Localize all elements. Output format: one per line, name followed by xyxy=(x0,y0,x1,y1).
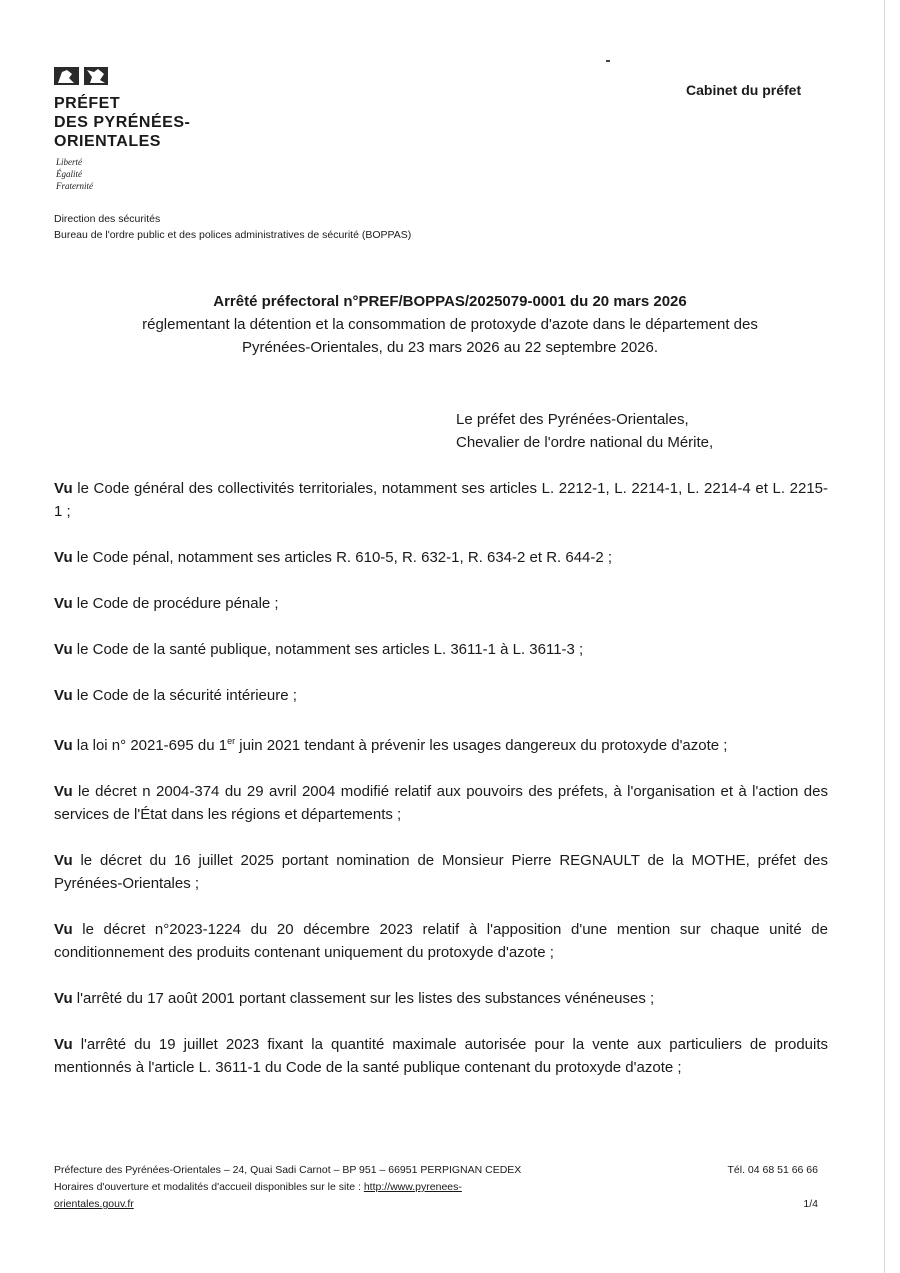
cabinet-label: Cabinet du préfet xyxy=(686,82,802,98)
visa-text: juin 2021 tendant à prévenir les usages dangereux du protoxyde d'azote ; xyxy=(235,737,728,754)
visa-text: le Code pénal, notamment ses articles R. 610-5, R. 632-1, R. 634-2 et R. 644-2 ; xyxy=(72,549,613,566)
visa-keyword: Vu xyxy=(54,1036,73,1053)
visa-item xyxy=(54,1033,828,1079)
footer-address: Préfecture des Pyrénées-Orientales – 24, Quai Sadi Carnot – BP 951 – 66951 PERPIGNAN CEDEX xyxy=(54,1164,522,1176)
prefecture-name-line: ORIENTALES xyxy=(54,133,161,150)
visa-text: l'arrêté du 17 août 2001 portant classement sur les listes des substances vénéneuses ; xyxy=(72,990,655,1007)
visa-keyword: Vu xyxy=(54,480,73,497)
scan-artifact xyxy=(606,60,610,62)
visa-item xyxy=(54,477,828,523)
visa-keyword: Vu xyxy=(54,990,73,1007)
visa-text: le Code de procédure pénale ; xyxy=(72,595,279,612)
prefecture-name-line: DES PYRÉNÉES- xyxy=(54,114,191,131)
visa-keyword: Vu xyxy=(54,687,73,704)
visa-item xyxy=(54,684,828,707)
visa-text: le décret n 2004-374 du 29 avril 2004 modifié relatif aux pouvoirs des préfets, à l'organisation et à l'action des services de l'État dans les régions et départements ; xyxy=(54,783,828,823)
visa-item xyxy=(54,780,828,826)
republic-motto xyxy=(56,156,93,192)
visa-text: le Code de la sécurité intérieure ; xyxy=(72,687,297,704)
visa-keyword: Vu xyxy=(54,549,73,566)
visa-item xyxy=(54,638,828,661)
footer-row xyxy=(54,1196,828,1213)
bureau-label: Bureau de l'ordre public et des polices administratives de sécurité (BOPPAS) xyxy=(54,229,412,241)
prefecture-name xyxy=(54,94,190,151)
motto-line: Liberté xyxy=(56,157,82,167)
visa-text: l'arrêté du 19 juillet 2023 fixant la quantité maximale autorisée pour la vente aux particuliers de produits mentionnés à l'article L. 3611-1 du Code de la santé publique contenant du protoxyde d'azote ; xyxy=(54,1036,828,1076)
visa-keyword: Vu xyxy=(54,737,73,754)
marianne-logo-icon xyxy=(54,66,114,86)
visa-keyword: Vu xyxy=(54,641,73,658)
footer-phone: Tél. 04 68 51 66 66 xyxy=(727,1164,818,1176)
decree-subtitle-line: Pyrénées-Orientales, du 23 mars 2026 au 22 septembre 2026. xyxy=(241,339,659,356)
direction-label: Direction des sécurités xyxy=(54,213,161,225)
page-number: 1/4 xyxy=(803,1198,818,1210)
website-link[interactable]: http://www.pyrenees- xyxy=(363,1181,462,1193)
footer-row xyxy=(54,1162,828,1179)
visa-keyword: Vu xyxy=(54,595,73,612)
website-link-continued[interactable]: orientales.gouv.fr xyxy=(54,1198,134,1210)
visa-item xyxy=(54,592,828,615)
visa-superscript: er xyxy=(227,736,236,746)
visa-text: le Code général des collectivités territoriales, notamment ses articles L. 2212-1, L. 2214-1, L. 2214-4 et L. 2215-1 ; xyxy=(54,480,828,520)
motto-line: Égalité xyxy=(56,169,82,179)
visa-text: le Code de la santé publique, notamment ses articles L. 3611-1 à L. 3611-3 ; xyxy=(72,641,584,658)
prefecture-name-line: PRÉFET xyxy=(54,95,121,112)
page-footer xyxy=(54,1162,828,1213)
visa-item xyxy=(54,546,828,569)
decree-title xyxy=(40,290,860,359)
visa-item xyxy=(54,849,828,895)
visa-keyword: Vu xyxy=(54,783,73,800)
visas-list xyxy=(54,477,828,1102)
signatory xyxy=(456,408,713,454)
scan-edge xyxy=(884,0,885,1273)
visa-item xyxy=(54,918,828,964)
visa-text: le décret n°2023-1224 du 20 décembre 2023 relatif à l'apposition d'une mention sur chaque unité de conditionnement des produits contenant uniquement du protoxyde d'azote ; xyxy=(54,921,828,961)
signatory-line: Chevalier de l'ordre national du Mérite, xyxy=(456,434,714,451)
visa-text: la loi n° 2021-695 du 1 xyxy=(72,737,228,754)
footer-hours-text: Horaires d'ouverture et modalités d'accueil disponibles sur le site : xyxy=(54,1181,364,1193)
visa-item xyxy=(54,730,828,757)
visa-item xyxy=(54,987,828,1010)
visa-keyword: Vu xyxy=(54,921,73,938)
decree-subtitle-line: réglementant la détention et la consommation de protoxyde d'azote dans le département des xyxy=(142,316,758,333)
visa-keyword: Vu xyxy=(54,852,73,869)
motto-line: Fraternité xyxy=(56,181,93,191)
signatory-line: Le préfet des Pyrénées-Orientales, xyxy=(456,411,689,428)
decree-title-main: Arrêté préfectoral n°PREF/BOPPAS/2025079-0001 du 20 mars 2026 xyxy=(213,293,687,310)
visa-text: le décret du 16 juillet 2025 portant nomination de Monsieur Pierre REGNAULT de la MOTHE, préfet des Pyrénées-Orientales ; xyxy=(54,852,828,892)
issuing-department xyxy=(54,211,411,243)
footer-hours xyxy=(54,1179,828,1196)
